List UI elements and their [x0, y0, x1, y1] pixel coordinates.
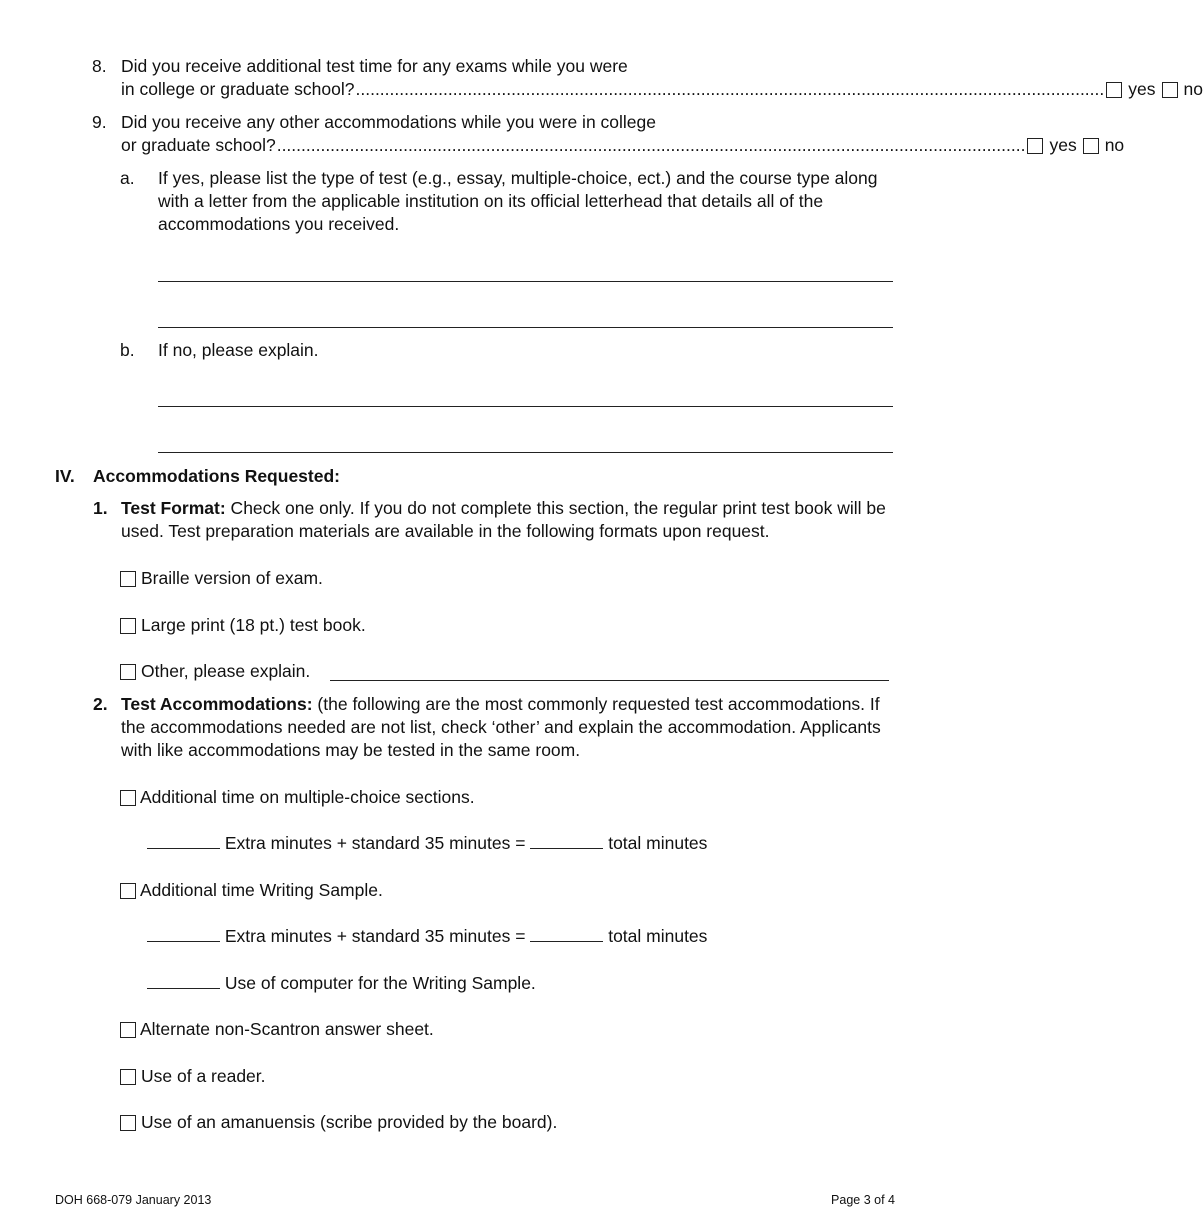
- q9-yes-checkbox[interactable]: [1027, 138, 1043, 154]
- answer-line-b1[interactable]: [158, 406, 893, 407]
- subitem-a-letter: a.: [120, 168, 135, 188]
- option-additional-time-mc: [120, 786, 475, 809]
- page-number: Page 3 of 4: [831, 1193, 895, 1207]
- extra-minutes-mc-blank[interactable]: [147, 847, 220, 849]
- question-text-line2: in college or graduate school?: [121, 79, 355, 99]
- no-label: no: [1183, 79, 1203, 99]
- option-reader: [120, 1065, 266, 1088]
- reader-checkbox[interactable]: [120, 1069, 136, 1085]
- additional-time-mc-checkbox[interactable]: [120, 790, 136, 806]
- option-large-print: [120, 614, 366, 637]
- q8-yes-checkbox[interactable]: [1106, 82, 1122, 98]
- option-label: Additional time Writing Sample.: [140, 880, 383, 900]
- computer-use-blank[interactable]: [147, 987, 220, 989]
- question-text-line2: or graduate school?: [121, 135, 276, 155]
- item-2-number: 2.: [93, 694, 108, 714]
- option-additional-time-ws: [120, 879, 383, 902]
- question-number: 8.: [92, 56, 107, 76]
- formula-text: Extra minutes + standard 35 minutes =: [224, 833, 526, 853]
- answer-line-a2[interactable]: [158, 327, 893, 328]
- computer-use-line: [147, 972, 536, 995]
- ws-minutes-formula: [147, 925, 707, 948]
- subitem-b-letter: b.: [120, 340, 135, 360]
- question-8: [92, 55, 1203, 101]
- alternate-sheet-checkbox[interactable]: [120, 1022, 136, 1038]
- option-label: Alternate non-Scantron answer sheet.: [140, 1019, 434, 1039]
- total-minutes-mc-blank[interactable]: [530, 847, 603, 849]
- no-label: no: [1104, 135, 1125, 155]
- option-label: Other, please explain.: [141, 661, 311, 681]
- option-other: [120, 660, 310, 683]
- mc-minutes-formula: [147, 832, 707, 855]
- option-label: Additional time on multiple-choice sections.: [140, 787, 475, 807]
- dot-leader: ..........................................................................................................................................................: [276, 135, 1026, 155]
- form-id: DOH 668-079 January 2013: [55, 1193, 212, 1207]
- option-braille: [120, 567, 323, 590]
- question-9: [92, 111, 1125, 157]
- subitem-b-text: If no, please explain.: [158, 340, 319, 360]
- formula-total-label: total minutes: [608, 833, 708, 853]
- option-alternate-answer-sheet: [120, 1018, 434, 1041]
- total-minutes-ws-blank[interactable]: [530, 940, 603, 942]
- other-explain-line[interactable]: [330, 680, 889, 681]
- question-text-line1: Did you receive additional test time for any exams while you were: [121, 56, 628, 76]
- section-numeral: IV.: [55, 466, 75, 486]
- q8-no-checkbox[interactable]: [1162, 82, 1178, 98]
- option-label: Large print (18 pt.) test book.: [141, 615, 366, 635]
- yes-label: yes: [1128, 79, 1156, 99]
- braille-checkbox[interactable]: [120, 571, 136, 587]
- amanuensis-checkbox[interactable]: [120, 1115, 136, 1131]
- yes-label: yes: [1049, 135, 1077, 155]
- formula-total-label: total minutes: [608, 926, 708, 946]
- computer-use-label: Use of computer for the Writing Sample.: [224, 973, 536, 993]
- option-amanuensis: [120, 1111, 557, 1134]
- q9-no-checkbox[interactable]: [1083, 138, 1099, 154]
- section-title: Accommodations Requested:: [93, 466, 340, 486]
- option-label: Braille version of exam.: [141, 568, 323, 588]
- dot-leader: ..........................................................................................................................................................: [355, 79, 1105, 99]
- item-1-text: Check one only. If you do not complete this section, the regular print test book will be used. Test preparation materials are available in the following formats upon request.: [121, 498, 886, 541]
- item-1-number: 1.: [93, 498, 108, 518]
- answer-line-a1[interactable]: [158, 281, 893, 282]
- formula-text: Extra minutes + standard 35 minutes =: [224, 926, 526, 946]
- subitem-a-text: If yes, please list the type of test (e.g., essay, multiple-choice, ect.) and the course type along with a letter from the applicable institution on its official letterhead that details all of the accommodations you received.: [158, 168, 878, 234]
- item-1-heading: Test Format:: [121, 498, 226, 518]
- option-label: Use of an amanuensis (scribe provided by the board).: [141, 1112, 558, 1132]
- option-label: Use of a reader.: [141, 1066, 266, 1086]
- other-checkbox[interactable]: [120, 664, 136, 680]
- question-number: 9.: [92, 112, 107, 132]
- question-text-line1: Did you receive any other accommodations while you were in college: [121, 112, 656, 132]
- additional-time-ws-checkbox[interactable]: [120, 883, 136, 899]
- extra-minutes-ws-blank[interactable]: [147, 940, 220, 942]
- item-2-heading: Test Accommodations:: [121, 694, 313, 714]
- answer-line-b2[interactable]: [158, 452, 893, 453]
- item-2-text: (the following are the most commonly requested test accommodations. If the accommodations needed are not list, check ‘other’ and explain the accommodation. Applicants with like accommodations may be tested in the same room.: [121, 694, 881, 760]
- item-2-paragraph: [121, 693, 890, 762]
- item-1-paragraph: [121, 497, 888, 543]
- large-print-checkbox[interactable]: [120, 618, 136, 634]
